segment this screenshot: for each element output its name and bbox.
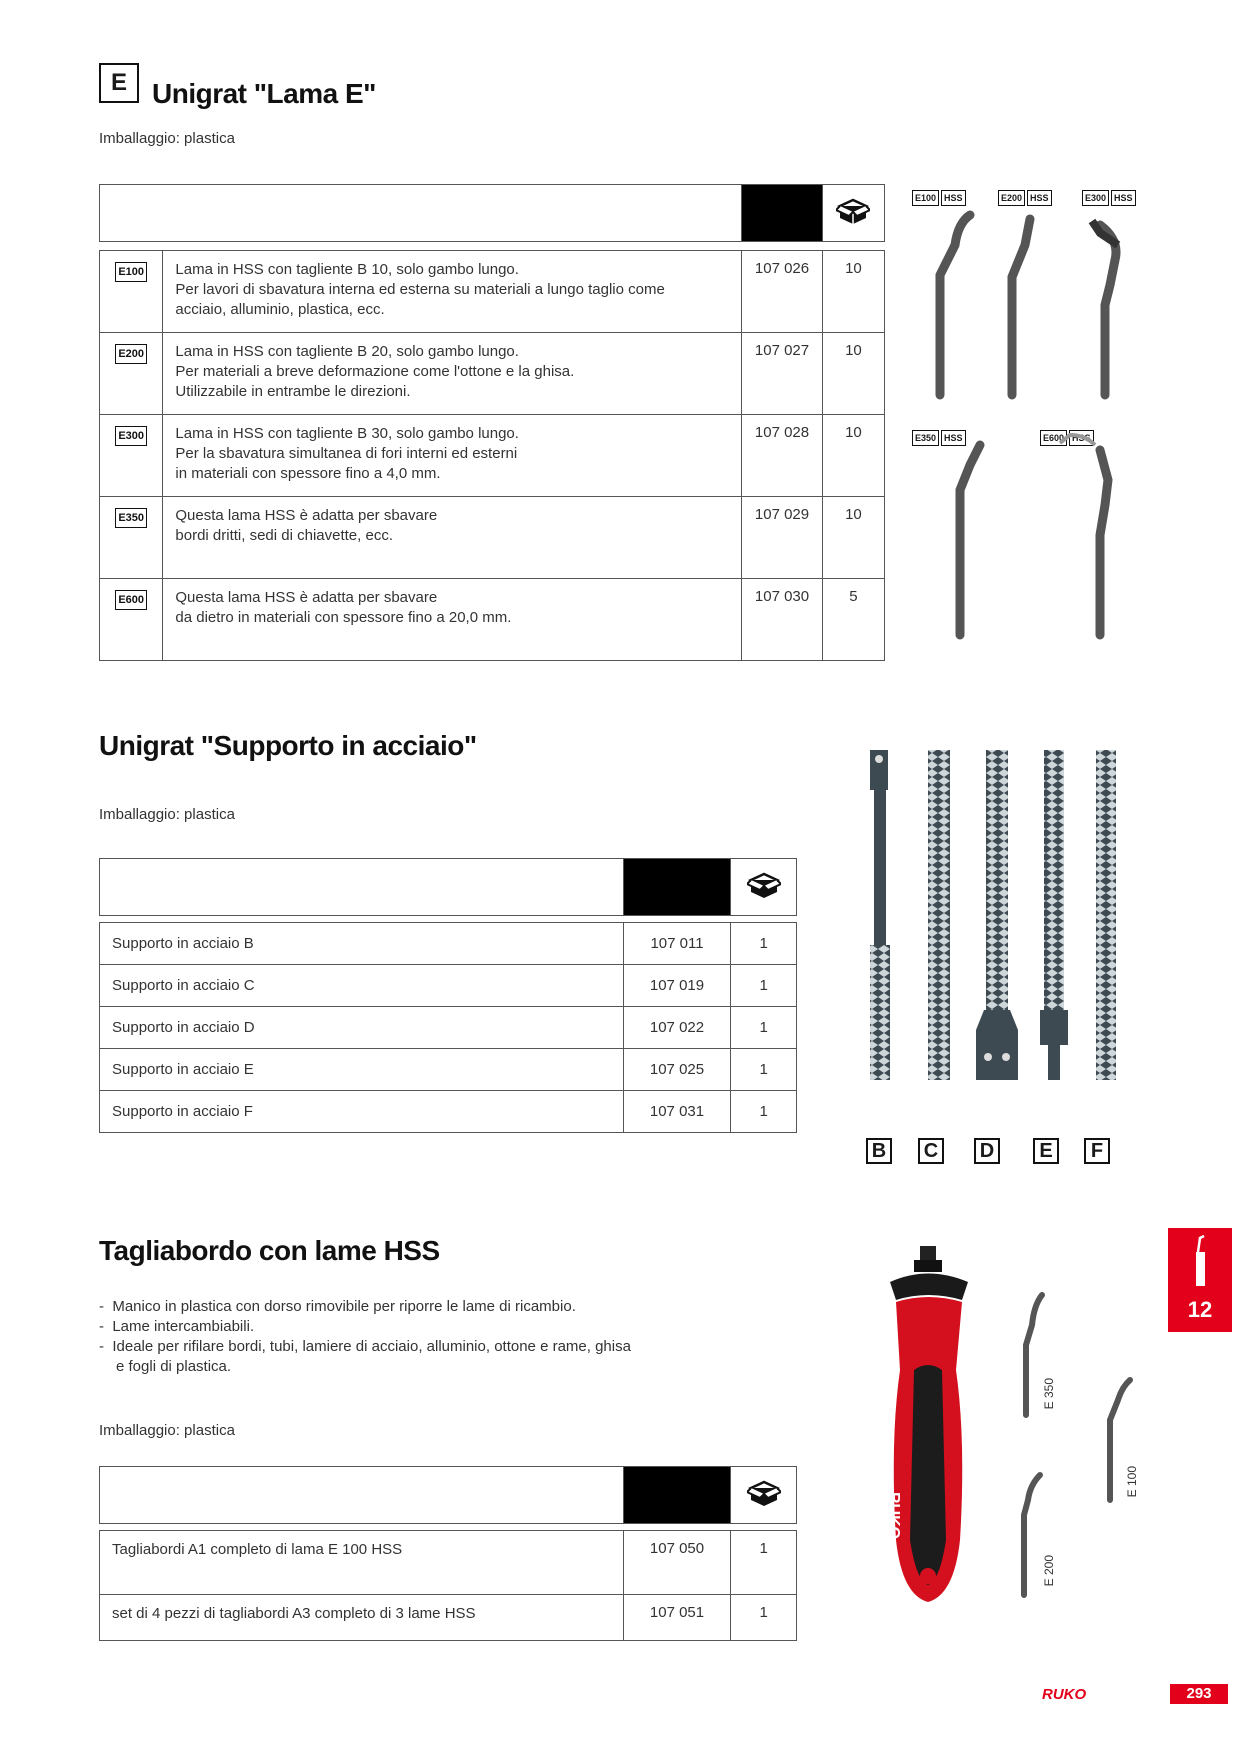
list-item: - Ideale per rifilare bordi, tubi, lamiere di acciaio, alluminio, ottone e rame, ghisa: [99, 1338, 631, 1355]
article-number: 107 022: [623, 1007, 731, 1049]
table-row: [100, 923, 797, 965]
article-number: 107 051: [623, 1595, 731, 1641]
list-item: - Manico in plastica con dorso rimovibile per riporre le lame di ricambio.: [99, 1298, 576, 1315]
quantity: 1: [731, 1007, 797, 1049]
blade-code: E600: [115, 590, 147, 610]
packaging-note: Imballaggio: plastica: [99, 806, 235, 823]
table-header: [100, 1467, 797, 1524]
list-item: e fogli di plastica.: [116, 1358, 232, 1375]
quantity: 5: [822, 579, 884, 661]
section-letter-box: E: [99, 63, 139, 103]
quantity: 10: [822, 497, 884, 579]
quantity: 1: [731, 1091, 797, 1133]
row-desc: Lama in HSS con tagliente B 20, solo gambo lungo.: [175, 343, 519, 360]
blade-tag-e350: E350 HSS: [912, 428, 966, 446]
article-number: 107 025: [623, 1049, 731, 1091]
article-number: 107 029: [742, 497, 823, 579]
table-row: [100, 333, 885, 415]
blade-label-e200: E 200: [1042, 1555, 1056, 1587]
row-desc: Questa lama HSS è adatta per sbavare: [175, 507, 438, 524]
quantity: 1: [731, 923, 797, 965]
handle-brand: RUKO: [885, 1492, 902, 1540]
page-number: 293: [1170, 1684, 1228, 1704]
product-name: set di 4 pezzi di tagliabordi A3 completo di 3 lame HSS: [100, 1595, 624, 1641]
table-row: [100, 415, 885, 497]
table-row: [100, 1531, 797, 1595]
blade-images: [900, 205, 1140, 655]
blade-tag-e600: E600 HSS: [1040, 428, 1094, 446]
spare-blades-image: [1010, 1285, 1150, 1605]
article-number: 107 050: [623, 1531, 731, 1595]
blade-code: E350: [115, 508, 147, 528]
table-row: [100, 965, 797, 1007]
blade-tag-e300: E300 HSS: [1082, 188, 1136, 206]
blade-label-e350: E 350: [1042, 1378, 1056, 1410]
footer-brand: RUKO: [1042, 1686, 1087, 1703]
row-desc: Per materiali a breve deformazione come l'ottone e la ghisa.: [175, 363, 575, 380]
quantity: 1: [731, 1531, 797, 1595]
table-row: [100, 497, 885, 579]
label-e: E: [1033, 1138, 1059, 1164]
blade-tag-e100: E100 HSS: [912, 188, 966, 206]
article-number: 107 011: [623, 923, 731, 965]
table-row: [100, 1595, 797, 1641]
box-icon: [747, 1478, 781, 1508]
product-name: Supporto in acciaio F: [100, 1091, 624, 1133]
table-row: [100, 1049, 797, 1091]
blade-table: [99, 184, 885, 661]
label-d: D: [974, 1138, 1000, 1164]
label-f: F: [1084, 1138, 1110, 1164]
blade-label-e100: E 100: [1125, 1466, 1139, 1498]
deburrer-icon: [1168, 1228, 1232, 1290]
article-number: 107 030: [742, 579, 823, 661]
row-desc: Questa lama HSS è adatta per sbavare: [175, 589, 438, 606]
packaging-note: Imballaggio: plastica: [99, 130, 235, 147]
quantity: 1: [731, 1595, 797, 1641]
row-desc: Lama in HSS con tagliente B 30, solo gambo lungo.: [175, 425, 519, 442]
article-number: 107 031: [623, 1091, 731, 1133]
section-title: Unigrat "Lama E": [152, 78, 376, 109]
blade-code: E300: [115, 426, 147, 446]
chapter-number: 12: [1187, 1297, 1213, 1322]
support-table: [99, 858, 797, 1133]
table-row: [100, 579, 885, 661]
quantity: 10: [822, 251, 884, 333]
table-row: [100, 1091, 797, 1133]
row-desc: bordi dritti, sedi di chiavette, ecc.: [175, 527, 393, 544]
support-rods-image: [860, 745, 1120, 1125]
label-c: C: [918, 1138, 944, 1164]
quantity: 1: [731, 965, 797, 1007]
blade-tag-e200: E200 HSS: [998, 188, 1052, 206]
article-number: 107 026: [742, 251, 823, 333]
box-icon: [747, 870, 781, 900]
blade-code: E100: [115, 262, 147, 282]
row-desc: Utilizzabile in entrambe le direzioni.: [175, 383, 411, 400]
table-header: [100, 859, 797, 916]
table-header: [100, 185, 885, 242]
row-desc: da dietro in materiali con spessore fino a 20,0 mm.: [175, 609, 512, 626]
article-number: 107 019: [623, 965, 731, 1007]
label-b: B: [866, 1138, 892, 1164]
quantity: 1: [731, 1049, 797, 1091]
product-name: Supporto in acciaio D: [100, 1007, 624, 1049]
table-row: [100, 251, 885, 333]
section-title-deburrer: Tagliabordo con lame HSS: [99, 1235, 440, 1266]
product-name: Supporto in acciaio B: [100, 923, 624, 965]
quantity: 10: [822, 415, 884, 497]
product-name: Supporto in acciaio C: [100, 965, 624, 1007]
row-desc: Per lavori di sbavatura interna ed esterna su materiali a lungo taglio come: [175, 281, 665, 298]
quantity: 10: [822, 333, 884, 415]
bullet-list: [99, 1297, 719, 1377]
section-title-support: Unigrat "Supporto in acciaio": [99, 730, 477, 761]
blade-code: E200: [115, 344, 147, 364]
row-desc: Per la sbavatura simultanea di fori interni ed esterni: [175, 445, 518, 462]
deburrer-table: [99, 1466, 797, 1641]
list-item: - Lame intercambiabili.: [99, 1318, 255, 1335]
product-name: Tagliabordi A1 completo di lama E 100 HSS: [100, 1531, 624, 1595]
row-desc: acciaio, alluminio, plastica, ecc.: [175, 301, 385, 318]
row-desc: in materiali con spessore fino a 4,0 mm.: [175, 465, 441, 482]
article-number: 107 027: [742, 333, 823, 415]
chapter-tab: [1168, 1228, 1232, 1332]
packaging-note: Imballaggio: plastica: [99, 1422, 235, 1439]
product-name: Supporto in acciaio E: [100, 1049, 624, 1091]
row-desc: Lama in HSS con tagliente B 10, solo gambo lungo.: [175, 261, 519, 278]
box-icon: [836, 196, 870, 226]
article-number: 107 028: [742, 415, 823, 497]
deburrer-handle-image: [880, 1240, 980, 1620]
table-row: [100, 1007, 797, 1049]
